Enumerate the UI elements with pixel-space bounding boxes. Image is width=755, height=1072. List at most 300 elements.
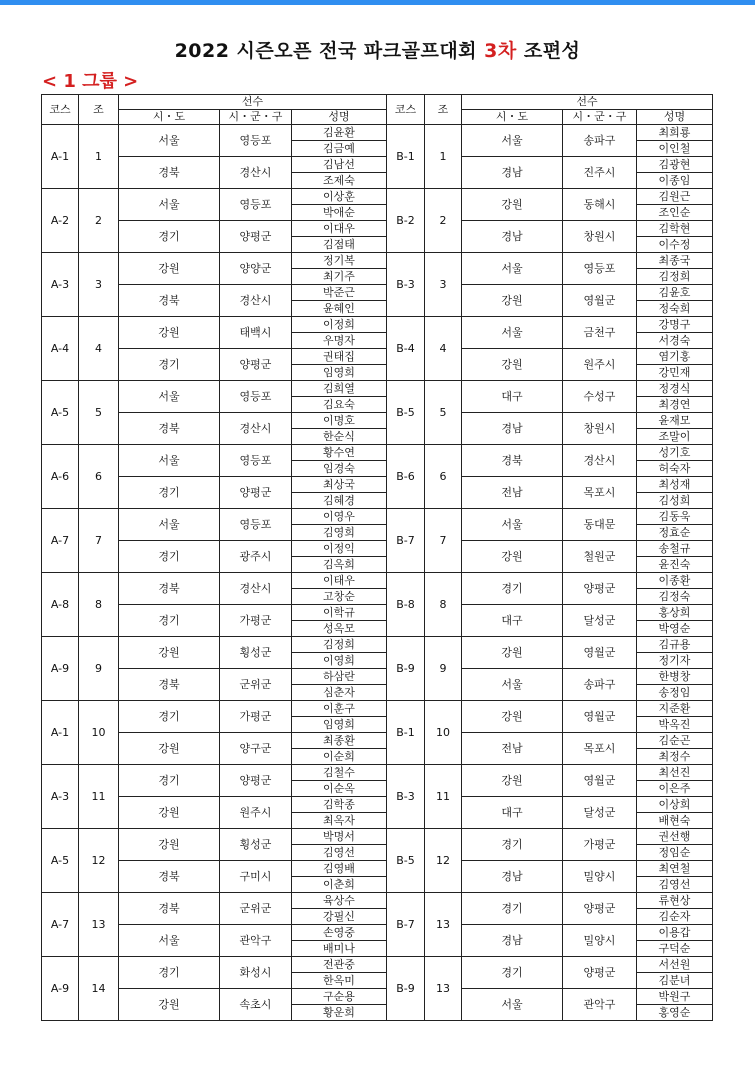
player-name-cell: 우명자: [292, 333, 387, 349]
header-sido-right: 시・도: [462, 110, 563, 125]
table-row: [42, 125, 713, 141]
sigungu-cell: 화성시: [220, 957, 292, 989]
player-name-cell: 성기호: [637, 445, 713, 461]
table-row: [42, 317, 713, 333]
sido-cell: 경북: [119, 861, 220, 893]
sido-cell: 강원: [462, 701, 563, 733]
sido-cell: 경남: [462, 221, 563, 253]
sigungu-cell: 경산시: [220, 413, 292, 445]
sigungu-cell: 양양군: [220, 253, 292, 285]
player-name-cell: 윤재모: [637, 413, 713, 429]
player-name-cell: 황수연: [292, 445, 387, 461]
course-cell: B-9: [387, 637, 425, 701]
player-name-cell: 윤혜인: [292, 301, 387, 317]
table-row: [42, 669, 713, 685]
group-number-cell: 10: [425, 701, 462, 765]
sigungu-cell: 양구군: [220, 733, 292, 765]
player-name-cell: 구덕순: [637, 941, 713, 957]
course-cell: B-7: [387, 893, 425, 957]
group-number-cell: 13: [425, 957, 462, 1021]
sido-cell: 대구: [462, 797, 563, 829]
player-name-cell: 권태집: [292, 349, 387, 365]
table-row: [42, 349, 713, 365]
player-name-cell: 김점태: [292, 237, 387, 253]
sigungu-cell: 영등포: [220, 189, 292, 221]
player-name-cell: 임영희: [292, 717, 387, 733]
sido-cell: 서울: [462, 317, 563, 349]
table-row: [42, 381, 713, 397]
table-row: [42, 573, 713, 589]
table-row: [42, 253, 713, 269]
sigungu-cell: 양평군: [220, 349, 292, 381]
group-number-cell: 4: [79, 317, 119, 381]
sido-cell: 강원: [462, 189, 563, 221]
group-label: < 1 그룹 >: [42, 71, 139, 92]
player-name-cell: 박원구: [637, 989, 713, 1005]
sigungu-cell: 창원시: [563, 413, 637, 445]
player-name-cell: 이춘희: [292, 877, 387, 893]
player-name-cell: 이학규: [292, 605, 387, 621]
player-name-cell: 서경숙: [637, 333, 713, 349]
course-cell: A-9: [42, 957, 79, 1021]
player-name-cell: 황운희: [292, 1005, 387, 1021]
sido-cell: 강원: [119, 733, 220, 765]
player-name-cell: 이종임: [637, 173, 713, 189]
player-name-cell: 최종국: [637, 253, 713, 269]
player-name-cell: 최기주: [292, 269, 387, 285]
table-row: [42, 445, 713, 461]
table-row: [42, 861, 713, 877]
player-name-cell: 윤진숙: [637, 557, 713, 573]
course-cell: A-7: [42, 893, 79, 957]
course-cell: A-7: [42, 509, 79, 573]
sigungu-cell: 관악구: [563, 989, 637, 1021]
course-cell: B-9: [387, 957, 425, 1021]
group-number-cell: 5: [425, 381, 462, 445]
sigungu-cell: 영월군: [563, 701, 637, 733]
sido-cell: 경기: [119, 957, 220, 989]
player-name-cell: 이정익: [292, 541, 387, 557]
sigungu-cell: 진주시: [563, 157, 637, 189]
course-cell: B-3: [387, 765, 425, 829]
player-name-cell: 박영순: [637, 621, 713, 637]
sigungu-cell: 경산시: [563, 445, 637, 477]
sigungu-cell: 횡성군: [220, 637, 292, 669]
player-name-cell: 배현숙: [637, 813, 713, 829]
sigungu-cell: 목포시: [563, 733, 637, 765]
player-name-cell: 김정숙: [637, 589, 713, 605]
group-number-cell: 8: [79, 573, 119, 637]
sido-cell: 경기: [119, 221, 220, 253]
player-name-cell: 박옥진: [637, 717, 713, 733]
sigungu-cell: 원주시: [220, 797, 292, 829]
sido-cell: 서울: [119, 445, 220, 477]
player-name-cell: 김윤환: [292, 125, 387, 141]
group-number-cell: 3: [425, 253, 462, 317]
sigungu-cell: 관악구: [220, 925, 292, 957]
player-name-cell: 송정임: [637, 685, 713, 701]
sigungu-cell: 영등포: [220, 509, 292, 541]
sigungu-cell: 송파구: [563, 669, 637, 701]
title-prefix: 2022 시즌오픈 전국 파크골프대회: [174, 40, 485, 62]
sigungu-cell: 영등포: [220, 125, 292, 157]
sido-cell: 경기: [119, 701, 220, 733]
player-name-cell: 이태우: [292, 573, 387, 589]
player-name-cell: 이용갑: [637, 925, 713, 941]
header-name-left: 성명: [292, 110, 387, 125]
sido-cell: 경북: [462, 445, 563, 477]
player-name-cell: 이명호: [292, 413, 387, 429]
pairing-table: [41, 94, 713, 1021]
player-name-cell: 배미나: [292, 941, 387, 957]
group-number-cell: 6: [79, 445, 119, 509]
player-name-cell: 김영희: [292, 525, 387, 541]
player-name-cell: 김원근: [637, 189, 713, 205]
sigungu-cell: 가평군: [220, 701, 292, 733]
sigungu-cell: 송파구: [563, 125, 637, 157]
sigungu-cell: 영월군: [563, 285, 637, 317]
sigungu-cell: 영등포: [563, 253, 637, 285]
player-name-cell: 권선행: [637, 829, 713, 845]
player-name-cell: 최상국: [292, 477, 387, 493]
table-row: [42, 701, 713, 717]
sido-cell: 서울: [462, 509, 563, 541]
table-row: [42, 829, 713, 845]
table-row: [42, 477, 713, 493]
sigungu-cell: 경산시: [220, 573, 292, 605]
player-name-cell: 홍상희: [637, 605, 713, 621]
player-name-cell: 한병창: [637, 669, 713, 685]
player-name-cell: 김학종: [292, 797, 387, 813]
sigungu-cell: 동대문: [563, 509, 637, 541]
player-name-cell: 김동욱: [637, 509, 713, 525]
player-name-cell: 강명구: [637, 317, 713, 333]
sido-cell: 경북: [119, 573, 220, 605]
header-sigungu-right: 시・군・구: [563, 110, 637, 125]
player-name-cell: 김철수: [292, 765, 387, 781]
course-cell: B-6: [387, 445, 425, 509]
player-name-cell: 이영우: [292, 509, 387, 525]
player-name-cell: 심춘자: [292, 685, 387, 701]
player-name-cell: 김남선: [292, 157, 387, 173]
group-number-cell: 13: [79, 893, 119, 957]
player-name-cell: 고창순: [292, 589, 387, 605]
group-number-cell: 12: [79, 829, 119, 893]
sigungu-cell: 영등포: [220, 381, 292, 413]
sigungu-cell: 양평군: [563, 957, 637, 989]
player-name-cell: 최경연: [637, 397, 713, 413]
player-name-cell: 김영선: [637, 877, 713, 893]
header-jo-left: 조: [79, 95, 119, 125]
sigungu-cell: 가평군: [563, 829, 637, 861]
sido-cell: 서울: [119, 381, 220, 413]
sido-cell: 경기: [119, 605, 220, 637]
player-name-cell: 강필신: [292, 909, 387, 925]
sido-cell: 경기: [462, 573, 563, 605]
player-name-cell: 육상수: [292, 893, 387, 909]
sigungu-cell: 군위군: [220, 669, 292, 701]
sigungu-cell: 원주시: [563, 349, 637, 381]
player-name-cell: 최성재: [637, 477, 713, 493]
header-players-left: 선수: [119, 95, 387, 110]
group-number-cell: 5: [79, 381, 119, 445]
course-cell: A-2: [42, 189, 79, 253]
player-name-cell: 임영희: [292, 365, 387, 381]
sigungu-cell: 달성군: [563, 797, 637, 829]
table-row: [42, 637, 713, 653]
player-name-cell: 이순옥: [292, 781, 387, 797]
player-name-cell: 이영희: [292, 653, 387, 669]
table-row: [42, 509, 713, 525]
group-number-cell: 8: [425, 573, 462, 637]
group-number-cell: 14: [79, 957, 119, 1021]
sido-cell: 강원: [462, 285, 563, 317]
sido-cell: 경북: [119, 893, 220, 925]
sido-cell: 강원: [119, 253, 220, 285]
group-number-cell: 11: [425, 765, 462, 829]
sido-cell: 서울: [462, 989, 563, 1021]
sido-cell: 서울: [119, 189, 220, 221]
course-cell: B-4: [387, 317, 425, 381]
player-name-cell: 최종환: [292, 733, 387, 749]
course-cell: B-7: [387, 509, 425, 573]
course-cell: A-1: [42, 125, 79, 189]
player-name-cell: 최선진: [637, 765, 713, 781]
title-suffix: 조편성: [516, 40, 581, 62]
player-name-cell: 김성희: [637, 493, 713, 509]
sigungu-cell: 횡성군: [220, 829, 292, 861]
player-name-cell: 김옥희: [292, 557, 387, 573]
sigungu-cell: 태백시: [220, 317, 292, 349]
player-name-cell: 최희룡: [637, 125, 713, 141]
sigungu-cell: 경산시: [220, 285, 292, 317]
sido-cell: 강원: [119, 829, 220, 861]
player-name-cell: 이대우: [292, 221, 387, 237]
player-name-cell: 정효순: [637, 525, 713, 541]
course-cell: B-5: [387, 829, 425, 893]
player-name-cell: 정숙희: [637, 301, 713, 317]
group-number-cell: 12: [425, 829, 462, 893]
sido-cell: 서울: [462, 669, 563, 701]
sido-cell: 경남: [462, 861, 563, 893]
player-name-cell: 허숙자: [637, 461, 713, 477]
sigungu-cell: 군위군: [220, 893, 292, 925]
group-number-cell: 13: [425, 893, 462, 957]
sido-cell: 경북: [119, 157, 220, 189]
group-number-cell: 10: [79, 701, 119, 765]
header-sido-left: 시・도: [119, 110, 220, 125]
sido-cell: 경기: [119, 541, 220, 573]
page-title: [0, 36, 755, 63]
sido-cell: 전남: [462, 477, 563, 509]
table-row: [42, 765, 713, 781]
sido-cell: 강원: [462, 765, 563, 797]
table-row: [42, 957, 713, 973]
group-number-cell: 9: [425, 637, 462, 701]
sido-cell: 서울: [462, 125, 563, 157]
group-number-cell: 4: [425, 317, 462, 381]
player-name-cell: 정경식: [637, 381, 713, 397]
player-name-cell: 한옥미: [292, 973, 387, 989]
course-cell: A-5: [42, 829, 79, 893]
player-name-cell: 이상훈: [292, 189, 387, 205]
sido-cell: 강원: [462, 349, 563, 381]
player-name-cell: 이정희: [292, 317, 387, 333]
player-name-cell: 이수정: [637, 237, 713, 253]
player-name-cell: 최옥자: [292, 813, 387, 829]
player-name-cell: 홍영순: [637, 1005, 713, 1021]
player-name-cell: 정임순: [637, 845, 713, 861]
sigungu-cell: 영월군: [563, 765, 637, 797]
course-cell: A-5: [42, 381, 79, 445]
player-name-cell: 최연철: [637, 861, 713, 877]
table-row: [42, 925, 713, 941]
sido-cell: 경남: [462, 413, 563, 445]
sigungu-cell: 가평군: [220, 605, 292, 637]
sigungu-cell: 목포시: [563, 477, 637, 509]
player-name-cell: 한순식: [292, 429, 387, 445]
sido-cell: 서울: [119, 125, 220, 157]
sigungu-cell: 경산시: [220, 157, 292, 189]
sigungu-cell: 창원시: [563, 221, 637, 253]
player-name-cell: 김요숙: [292, 397, 387, 413]
sigungu-cell: 밀양시: [563, 861, 637, 893]
player-name-cell: 김희열: [292, 381, 387, 397]
sigungu-cell: 영등포: [220, 445, 292, 477]
group-number-cell: 1: [79, 125, 119, 189]
sido-cell: 강원: [119, 317, 220, 349]
sido-cell: 강원: [119, 989, 220, 1021]
table-row: [42, 797, 713, 813]
player-name-cell: 이인철: [637, 141, 713, 157]
header-sigungu-left: 시・군・구: [220, 110, 292, 125]
player-name-cell: 지준환: [637, 701, 713, 717]
table-row: [42, 413, 713, 429]
header-jo-right: 조: [425, 95, 462, 125]
player-name-cell: 조인순: [637, 205, 713, 221]
course-cell: A-3: [42, 765, 79, 829]
table-row: [42, 285, 713, 301]
sido-cell: 경기: [462, 957, 563, 989]
sigungu-cell: 철원군: [563, 541, 637, 573]
course-cell: A-9: [42, 637, 79, 701]
player-name-cell: 박준근: [292, 285, 387, 301]
sido-cell: 강원: [462, 541, 563, 573]
player-name-cell: 김영배: [292, 861, 387, 877]
player-name-cell: 김윤호: [637, 285, 713, 301]
player-name-cell: 손영중: [292, 925, 387, 941]
sido-cell: 서울: [119, 509, 220, 541]
player-name-cell: 정기자: [637, 653, 713, 669]
sido-cell: 강원: [462, 637, 563, 669]
course-cell: B-8: [387, 573, 425, 637]
header-name-right: 성명: [637, 110, 713, 125]
sigungu-cell: 달성군: [563, 605, 637, 637]
sido-cell: 대구: [462, 605, 563, 637]
course-cell: B-2: [387, 189, 425, 253]
sido-cell: 경기: [462, 829, 563, 861]
player-name-cell: 김순곤: [637, 733, 713, 749]
player-name-cell: 박애순: [292, 205, 387, 221]
sigungu-cell: 광주시: [220, 541, 292, 573]
sido-cell: 강원: [119, 637, 220, 669]
player-name-cell: 류현상: [637, 893, 713, 909]
sigungu-cell: 동해시: [563, 189, 637, 221]
group-number-cell: 1: [425, 125, 462, 189]
sido-cell: 강원: [119, 797, 220, 829]
player-name-cell: 김분녀: [637, 973, 713, 989]
sigungu-cell: 속초시: [220, 989, 292, 1021]
sigungu-cell: 영월군: [563, 637, 637, 669]
group-number-cell: 2: [425, 189, 462, 253]
sido-cell: 경북: [119, 413, 220, 445]
sido-cell: 경북: [119, 285, 220, 317]
player-name-cell: 하삼란: [292, 669, 387, 685]
course-cell: A-6: [42, 445, 79, 509]
sido-cell: 경기: [119, 349, 220, 381]
player-name-cell: 김학현: [637, 221, 713, 237]
sigungu-cell: 양평군: [563, 893, 637, 925]
player-name-cell: 전관중: [292, 957, 387, 973]
player-name-cell: 이순희: [292, 749, 387, 765]
table-row: [42, 605, 713, 621]
player-name-cell: 성옥모: [292, 621, 387, 637]
sido-cell: 서울: [462, 253, 563, 285]
course-cell: B-1: [387, 701, 425, 765]
table-row: [42, 157, 713, 173]
sido-cell: 서울: [119, 925, 220, 957]
player-name-cell: 김규용: [637, 637, 713, 653]
player-name-cell: 구순용: [292, 989, 387, 1005]
sigungu-cell: 밀양시: [563, 925, 637, 957]
header-course-right: 코스: [387, 95, 425, 125]
sido-cell: 경북: [119, 669, 220, 701]
course-cell: B-5: [387, 381, 425, 445]
player-name-cell: 이종환: [637, 573, 713, 589]
sigungu-cell: 구미시: [220, 861, 292, 893]
group-number-cell: 11: [79, 765, 119, 829]
group-number-cell: 7: [425, 509, 462, 573]
player-name-cell: 박명서: [292, 829, 387, 845]
group-number-cell: 6: [425, 445, 462, 509]
player-name-cell: 조제숙: [292, 173, 387, 189]
player-name-cell: 김순자: [637, 909, 713, 925]
sigungu-cell: 금천구: [563, 317, 637, 349]
player-name-cell: 김금예: [292, 141, 387, 157]
sido-cell: 경기: [462, 893, 563, 925]
sigungu-cell: 양평군: [220, 477, 292, 509]
sido-cell: 경기: [119, 765, 220, 797]
sido-cell: 경남: [462, 925, 563, 957]
top-accent-bar: [0, 0, 755, 5]
sido-cell: 대구: [462, 381, 563, 413]
player-name-cell: 최정수: [637, 749, 713, 765]
player-name-cell: 이훈구: [292, 701, 387, 717]
player-name-cell: 염기홍: [637, 349, 713, 365]
group-number-cell: 7: [79, 509, 119, 573]
title-highlight: 3차: [484, 40, 517, 62]
sigungu-cell: 양평군: [220, 221, 292, 253]
table-row: [42, 989, 713, 1005]
player-name-cell: 임경숙: [292, 461, 387, 477]
player-name-cell: 김광현: [637, 157, 713, 173]
course-cell: A-1: [42, 701, 79, 765]
player-name-cell: 송철규: [637, 541, 713, 557]
player-name-cell: 김혜경: [292, 493, 387, 509]
player-name-cell: 김정희: [637, 269, 713, 285]
header-players-right: 선수: [462, 95, 713, 110]
table-row: [42, 221, 713, 237]
